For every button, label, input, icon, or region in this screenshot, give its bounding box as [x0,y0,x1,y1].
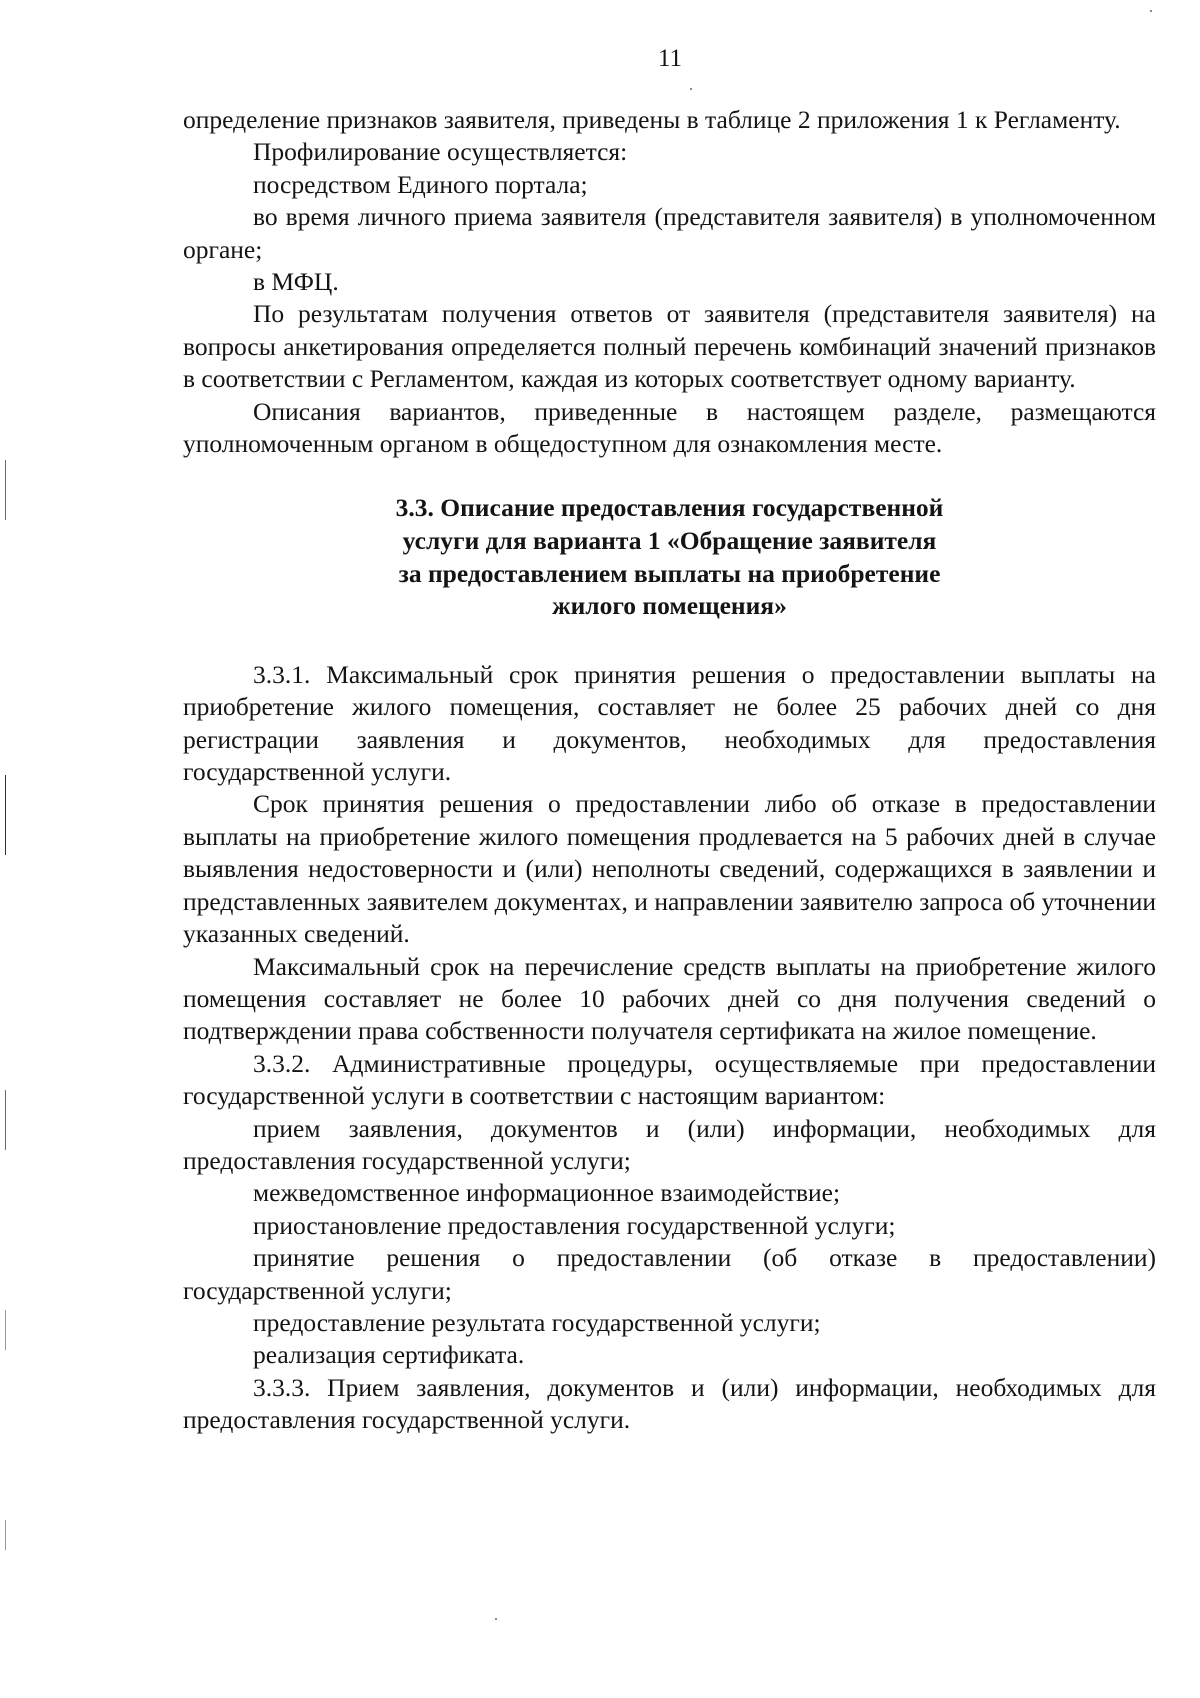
list-item: прием заявления, документов и (или) информации, необходимых для предоставления государственной услуги; [183,1113,1156,1175]
paragraph: посредством Единого портала; [253,169,588,199]
list-item: предоставление результата государственной услуги; [253,1307,821,1337]
list-item: межведомственное информационное взаимодействие; [253,1178,841,1208]
scan-edge-mark [5,1310,6,1350]
scan-dust [690,88,692,90]
scan-edge-mark [5,460,6,520]
page-number: 11 [657,45,683,72]
section-heading-line: услуги для варианта 1 «Обращение заявителя [402,526,937,556]
scan-edge-mark [5,1090,6,1150]
scan-dust [1150,10,1152,12]
paragraph: 3.3.1. Максимальный срок принятия решения о предоставлении выплаты на приобретение жилого помещения, составляет не более 25 рабочих дней со дня регистрации заявления и документов, необходимых для предоставления государственной услуги. [183,659,1156,787]
list-item: реализация сертификата. [253,1340,525,1370]
scan-dust [495,1618,497,1620]
list-item: принятие решения о предоставлении (об отказе в предоставлении) государственной услуги; [183,1243,1156,1305]
paragraph: в МФЦ. [253,267,339,297]
list-item: приостановление предоставления государственной услуги; [253,1210,896,1240]
paragraph: определение признаков заявителя, приведены в таблице 2 приложения 1 к Регламенту. [183,105,1121,134]
section-heading-line: 3.3. Описание предоставления государственной [395,493,944,523]
paragraph: Срок принятия решения о предоставлении либо об отказе в предоставлении выплаты на приобретение жилого помещения продлевается на 5 рабочих дней в случае выявления недостоверности и (или) неполноты сведений, содержащихся в заявлении и представленных заявителем документах, и направлении заявителю запроса об уточнении указанных сведений. [183,789,1156,949]
paragraph: По результатам получения ответов от заявителя (представителя заявителя) на вопросы анкетирования определяется полный перечень комбинаций значений признаков в соответствии с Регламентом, каждая из которых соответствует одному варианту. [183,299,1156,394]
section-heading-line: жилого помещения» [552,591,787,621]
paragraph: Описания вариантов, приведенные в настоящем разделе, размещаются уполномоченным органом в общедоступном для ознакомления месте. [183,396,1156,459]
paragraph: Профилирование осуществляется: [253,137,628,167]
paragraph: 3.3.3. Прием заявления, документов и (или) информации, необходимых для предоставления государственной услуги. [183,1372,1156,1435]
section-heading [183,492,1156,622]
scan-edge-mark [5,775,6,855]
section-heading-line: за предоставлением выплаты на приобретение [398,558,941,588]
paragraph: Максимальный срок на перечисление средств выплаты на приобретение жилого помещения составляет не более 10 рабочих дней со дня получения сведений о подтверждении права собственности получателя сертификата на жилое помещение. [183,951,1156,1046]
document-body [183,104,1156,1437]
paragraph: 3.3.2. Административные процедуры, осуществляемые при предоставлении государственной услуги в соответствии с настоящим вариантом: [183,1048,1156,1111]
scan-edge-mark [5,1520,6,1550]
paragraph: во время личного приема заявителя (представителя заявителя) в уполномоченном органе; [183,202,1156,264]
